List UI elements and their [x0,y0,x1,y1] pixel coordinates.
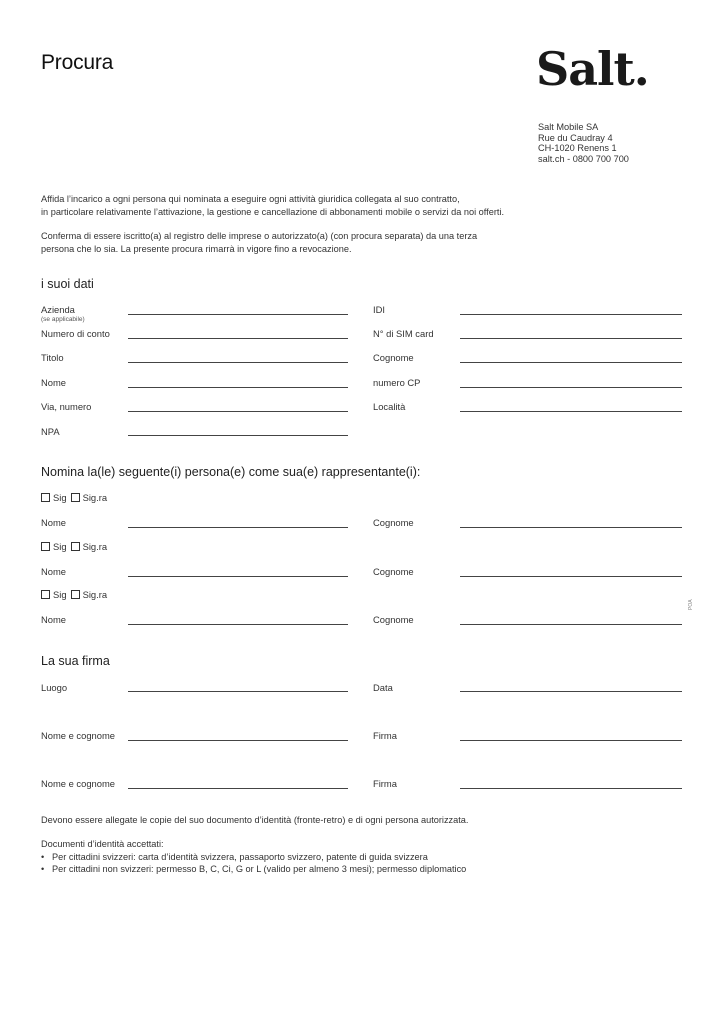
salutation-mr-label: Sig [53,589,67,600]
last-name-label: Cognome [373,352,414,363]
postbox-number-field[interactable] [460,387,682,388]
postal-code-label: NPA [41,426,60,437]
salutation-mr-checkbox[interactable] [41,492,67,503]
checkbox-icon[interactable] [41,542,50,551]
address-line: Salt Mobile SA [538,122,599,132]
sim-number-label: N° di SIM card [373,328,434,339]
salt-logo: Salt. [536,42,649,96]
salutation-mr-checkbox[interactable] [41,541,67,552]
company-address [538,122,629,164]
address-line: salt.ch - 0800 700 700 [538,153,629,164]
intro-paragraph-2 [41,230,477,255]
rep2-first-name-label: Nome [41,566,67,577]
street-field[interactable] [128,411,348,412]
rep1-last-name-field[interactable] [460,527,682,528]
place-field[interactable] [128,691,348,692]
company-field[interactable] [128,314,348,315]
postal-code-field[interactable] [128,435,348,436]
signature-heading: La sua firma [41,654,110,668]
full-name-label: Nome e cognome [41,730,115,741]
intro-line: in particolare relativamente l’attivazione, la gestione e cancellazione di abbonamenti mobile o servizi da noi offerti. [41,206,505,217]
list-item [41,851,466,864]
title-field[interactable] [128,362,348,363]
accepted-documents-title: Documenti d’identità accettati: [41,839,164,849]
salutation-mrs-checkbox[interactable] [71,589,108,600]
salutation-row-1 [41,492,111,503]
form-code: POA [688,599,694,610]
address-line: CH-1020 Renens 1 [538,143,617,154]
rep3-first-name-field[interactable] [128,624,348,625]
checkbox-icon[interactable] [71,542,80,551]
salutation-mr-checkbox[interactable] [41,589,67,600]
attachment-note-text: Devono essere allegate le copie del suo documento d’identità (fronte-retro) e di ogni persona autorizzata. [41,815,469,825]
rep1-last-name-label: Cognome [373,517,414,528]
signature-label: Firma [373,730,397,741]
list-item-text: Per cittadini non svizzeri: permesso B, C, Ci, G or L (valido per almeno 3 mesi); permesso diplomatico [52,864,467,874]
intro-line: Affida l’incarico a ogni persona qui nominata a eseguire ogni attività giuridica collegata al suo contratto, [41,194,460,204]
checkbox-icon[interactable] [71,493,80,502]
full-name-label: Nome e cognome [41,778,115,789]
rep2-last-name-field[interactable] [460,576,682,577]
salutation-mr-label: Sig [53,492,67,503]
last-name-field[interactable] [460,362,682,363]
idi-field[interactable] [460,314,682,315]
salutation-mr-label: Sig [53,541,67,552]
your-data-heading: i suoi dati [41,277,94,291]
signature-label: Firma [373,778,397,789]
salutation-row-3 [41,589,111,600]
account-number-label: Numero di conto [41,328,110,339]
accepted-documents [41,838,466,876]
signature-field[interactable] [460,788,682,789]
checkbox-icon[interactable] [71,590,80,599]
salutation-mrs-label: Sig.ra [82,492,108,503]
intro-paragraph-1 [41,193,504,218]
intro-line: Conferma di essere iscritto(a) al registro delle imprese o autorizzato(a) (con procura separata) da una terza [41,231,478,241]
checkbox-icon[interactable] [41,493,50,502]
date-label: Data [373,682,393,693]
attachment-note [41,814,468,827]
date-field[interactable] [460,691,682,692]
rep2-first-name-field[interactable] [128,576,348,577]
company-label: Azienda [41,304,75,315]
salutation-mrs-label: Sig.ra [82,541,108,552]
list-item-text: Per cittadini svizzeri: carta d’identità svizzera, passaporto svizzero, patente di guida svizzera [52,851,428,862]
full-name-field[interactable] [128,788,348,789]
city-label: Località [373,401,406,412]
bullet-icon: • [41,851,45,862]
company-note: (se applicabile) [41,316,85,323]
salutation-mrs-checkbox[interactable] [71,541,108,552]
rep3-last-name-field[interactable] [460,624,682,625]
salutation-mrs-label: Sig.ra [82,589,108,600]
place-label: Luogo [41,682,68,693]
rep3-last-name-label: Cognome [373,614,414,625]
checkbox-icon[interactable] [41,590,50,599]
city-field[interactable] [460,411,682,412]
rep1-first-name-label: Nome [41,517,67,528]
intro-line: persona che lo sia. La presente procura rimarrà in vigore fino a revocazione. [41,243,352,254]
sim-number-field[interactable] [460,338,682,339]
account-number-field[interactable] [128,338,348,339]
representatives-heading: Nomina la(le) seguente(i) persona(e) come sua(e) rappresentante(i): [41,465,421,479]
first-name-label: Nome [41,377,67,388]
bullet-icon: • [41,864,45,874]
salutation-row-2 [41,541,111,552]
rep1-first-name-field[interactable] [128,527,348,528]
rep3-first-name-label: Nome [41,614,67,625]
first-name-field[interactable] [128,387,348,388]
page-title: Procura [41,51,114,74]
street-label: Via, numero [41,401,92,412]
signature-field[interactable] [460,740,682,741]
title-label: Titolo [41,352,64,363]
rep2-last-name-label: Cognome [373,566,414,577]
list-item [41,863,466,876]
salutation-mrs-checkbox[interactable] [71,492,108,503]
full-name-field[interactable] [128,740,348,741]
postbox-number-label: numero CP [373,377,421,388]
address-line: Rue du Caudray 4 [538,132,613,143]
idi-label: IDI [373,304,385,315]
